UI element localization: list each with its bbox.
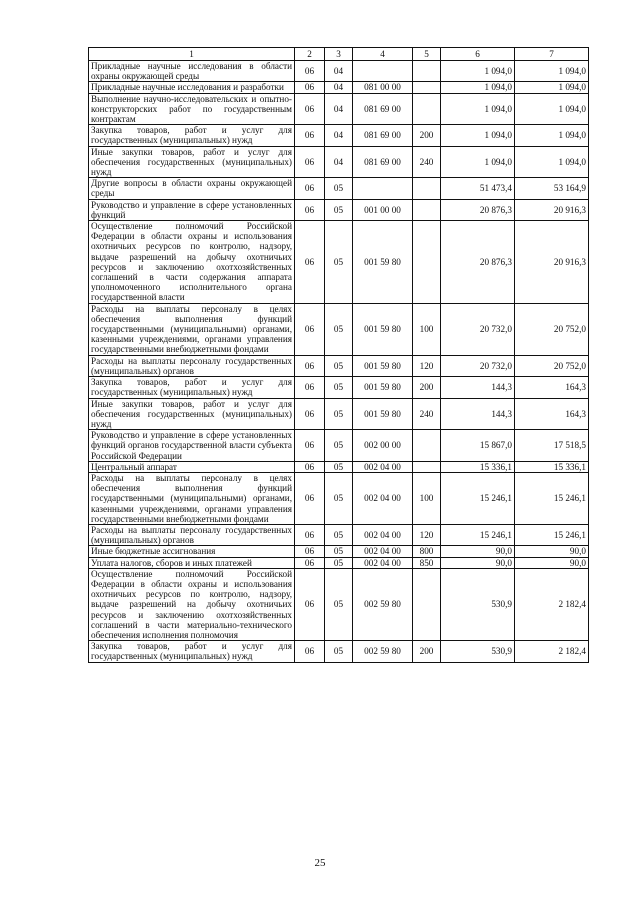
subsection-code: 05	[325, 377, 353, 398]
amount-col7: 15 246,1	[515, 524, 589, 545]
expense-type-code: 120	[413, 355, 441, 376]
table-row	[89, 398, 589, 430]
target-article-code	[353, 61, 413, 82]
row-name: Руководство и управление в сфере установленных функций органов государственной власти субъекта Российской Федерации	[89, 430, 295, 462]
expense-type-code: 240	[413, 146, 441, 178]
section-code: 06	[295, 546, 325, 557]
amount-col7: 1 094,0	[515, 125, 589, 146]
row-name: Осуществление полномочий Российской Федерации в области охраны и использования охотничьих ресурсов по контролю, надзору, выдаче разрешений на добычу охотничьих ресурсов и заключению охотхозяйственных соглашений в части содержания аппарата уполномоченного исполнительного органа государственной власти	[89, 221, 295, 304]
column-header: 7	[515, 48, 589, 61]
amount-col7: 2 182,4	[515, 568, 589, 640]
amount-col7: 1 094,0	[515, 93, 589, 125]
target-article-code: 002 00 00	[353, 430, 413, 462]
amount-col7: 17 518,5	[515, 430, 589, 462]
target-article-code: 002 04 00	[353, 524, 413, 545]
amount-col7: 90,0	[515, 546, 589, 557]
amount-col7: 20 752,0	[515, 355, 589, 376]
target-article-code: 081 69 00	[353, 93, 413, 125]
section-code: 06	[295, 641, 325, 662]
section-code: 06	[295, 221, 325, 304]
expense-type-code	[413, 568, 441, 640]
table-row	[89, 557, 589, 568]
expense-type-code	[413, 199, 441, 220]
table-row	[89, 178, 589, 199]
section-code: 06	[295, 93, 325, 125]
row-name: Расходы на выплаты персоналу в целях обеспечения выполнения функций государственными (муниципальными) органами, казенными учреждениями, органами управления государственными внебюджетными фондами	[89, 472, 295, 524]
table-row	[89, 61, 589, 82]
section-code: 06	[295, 472, 325, 524]
subsection-code: 05	[325, 568, 353, 640]
amount-col6: 51 473,4	[441, 178, 515, 199]
table-row	[89, 199, 589, 220]
amount-col7: 53 164,9	[515, 178, 589, 199]
subsection-code: 05	[325, 178, 353, 199]
row-name: Иные бюджетные ассигнования	[89, 546, 295, 557]
amount-col6: 1 094,0	[441, 125, 515, 146]
amount-col6: 90,0	[441, 546, 515, 557]
amount-col6: 144,3	[441, 377, 515, 398]
subsection-code: 05	[325, 355, 353, 376]
row-name: Закупка товаров, работ и услуг для государственных (муниципальных) нужд	[89, 641, 295, 662]
expense-type-code	[413, 178, 441, 199]
amount-col6: 1 094,0	[441, 146, 515, 178]
row-name: Другие вопросы в области охраны окружающей среды	[89, 178, 295, 199]
amount-col7: 15 246,1	[515, 472, 589, 524]
target-article-code: 002 59 80	[353, 568, 413, 640]
amount-col7: 90,0	[515, 557, 589, 568]
section-code: 06	[295, 377, 325, 398]
expense-type-code	[413, 461, 441, 472]
section-code: 06	[295, 146, 325, 178]
section-code: 06	[295, 82, 325, 93]
page-number: 25	[314, 857, 326, 869]
amount-col6: 530,9	[441, 568, 515, 640]
expense-type-code: 200	[413, 641, 441, 662]
target-article-code: 002 04 00	[353, 546, 413, 557]
amount-col6: 1 094,0	[441, 93, 515, 125]
subsection-code: 04	[325, 61, 353, 82]
row-name: Расходы на выплаты персоналу государственных (муниципальных) органов	[89, 355, 295, 376]
amount-col6: 20 732,0	[441, 355, 515, 376]
subsection-code: 04	[325, 82, 353, 93]
subsection-code: 05	[325, 472, 353, 524]
target-article-code: 081 69 00	[353, 125, 413, 146]
amount-col7: 20 752,0	[515, 303, 589, 355]
expense-type-code: 100	[413, 472, 441, 524]
subsection-code: 05	[325, 398, 353, 430]
amount-col6: 1 094,0	[441, 82, 515, 93]
expense-type-code: 200	[413, 125, 441, 146]
row-name: Расходы на выплаты персоналу в целях обеспечения выполнения функций государственными (муниципальными) органами, казенными учреждениями, органами управления государственными внебюджетными фондами	[89, 303, 295, 355]
expense-type-code: 120	[413, 524, 441, 545]
row-name: Расходы на выплаты персоналу государственных (муниципальных) органов	[89, 524, 295, 545]
table-row	[89, 568, 589, 640]
section-code: 06	[295, 398, 325, 430]
expense-type-code	[413, 61, 441, 82]
expense-type-code: 100	[413, 303, 441, 355]
subsection-code: 04	[325, 93, 353, 125]
amount-col7: 1 094,0	[515, 82, 589, 93]
amount-col6: 90,0	[441, 557, 515, 568]
expense-type-code	[413, 430, 441, 462]
target-article-code: 001 00 00	[353, 199, 413, 220]
section-code: 06	[295, 61, 325, 82]
section-code: 06	[295, 430, 325, 462]
expense-type-code: 850	[413, 557, 441, 568]
section-code: 06	[295, 303, 325, 355]
section-code: 06	[295, 125, 325, 146]
table-row	[89, 146, 589, 178]
table-row	[89, 303, 589, 355]
expense-type-code	[413, 93, 441, 125]
amount-col7: 1 094,0	[515, 146, 589, 178]
amount-col6: 20 876,3	[441, 221, 515, 304]
target-article-code: 002 59 80	[353, 641, 413, 662]
table-header-row	[89, 48, 589, 61]
amount-col6: 144,3	[441, 398, 515, 430]
column-header: 4	[353, 48, 413, 61]
subsection-code: 05	[325, 430, 353, 462]
column-header: 5	[413, 48, 441, 61]
row-name: Прикладные научные исследования в области охраны окружающей среды	[89, 61, 295, 82]
row-name: Иные закупки товаров, работ и услуг для обеспечения государственных (муниципальных) нужд	[89, 146, 295, 178]
table-row	[89, 430, 589, 462]
target-article-code: 001 59 80	[353, 303, 413, 355]
amount-col6: 20 876,3	[441, 199, 515, 220]
row-name: Руководство и управление в сфере установленных функций	[89, 199, 295, 220]
amount-col7: 20 916,3	[515, 221, 589, 304]
table-row	[89, 125, 589, 146]
section-code: 06	[295, 557, 325, 568]
column-header: 2	[295, 48, 325, 61]
table-row	[89, 355, 589, 376]
amount-col7: 1 094,0	[515, 61, 589, 82]
subsection-code: 05	[325, 461, 353, 472]
section-code: 06	[295, 568, 325, 640]
amount-col7: 164,3	[515, 377, 589, 398]
expense-type-code: 200	[413, 377, 441, 398]
column-header: 6	[441, 48, 515, 61]
section-code: 06	[295, 199, 325, 220]
table-row	[89, 93, 589, 125]
target-article-code: 001 59 80	[353, 221, 413, 304]
expense-type-code: 800	[413, 546, 441, 557]
amount-col7: 15 336,1	[515, 461, 589, 472]
target-article-code: 002 04 00	[353, 461, 413, 472]
target-article-code: 002 04 00	[353, 472, 413, 524]
subsection-code: 05	[325, 641, 353, 662]
section-code: 06	[295, 461, 325, 472]
section-code: 06	[295, 178, 325, 199]
amount-col6: 20 732,0	[441, 303, 515, 355]
target-article-code: 081 00 00	[353, 82, 413, 93]
target-article-code: 001 59 80	[353, 355, 413, 376]
amount-col6: 15 246,1	[441, 524, 515, 545]
amount-col6: 1 094,0	[441, 61, 515, 82]
target-article-code	[353, 178, 413, 199]
amount-col6: 15 246,1	[441, 472, 515, 524]
row-name: Закупка товаров, работ и услуг для государственных (муниципальных) нужд	[89, 125, 295, 146]
subsection-code: 04	[325, 146, 353, 178]
subsection-code: 05	[325, 546, 353, 557]
column-header: 3	[325, 48, 353, 61]
row-name: Осуществление полномочий Российской Федерации в области охраны и использования охотничьих ресурсов по контролю, надзору, выдаче разрешений на добычу охотничьих ресурсов и заключению охотхозяйственных соглашений в части материально-технического обеспечения исполнения полномочия	[89, 568, 295, 640]
row-name: Прикладные научные исследования и разработки	[89, 82, 295, 93]
section-code: 06	[295, 524, 325, 545]
expense-type-code	[413, 82, 441, 93]
row-name: Иные закупки товаров, работ и услуг для обеспечения государственных (муниципальных) нужд	[89, 398, 295, 430]
row-name: Центральный аппарат	[89, 461, 295, 472]
subsection-code: 05	[325, 199, 353, 220]
table-row	[89, 82, 589, 93]
amount-col7: 164,3	[515, 398, 589, 430]
amount-col7: 2 182,4	[515, 641, 589, 662]
amount-col6: 530,9	[441, 641, 515, 662]
subsection-code: 05	[325, 524, 353, 545]
subsection-code: 05	[325, 557, 353, 568]
expense-type-code	[413, 221, 441, 304]
subsection-code: 04	[325, 125, 353, 146]
table-row	[89, 546, 589, 557]
target-article-code: 001 59 80	[353, 377, 413, 398]
section-code: 06	[295, 355, 325, 376]
amount-col6: 15 336,1	[441, 461, 515, 472]
row-name: Уплата налогов, сборов и иных платежей	[89, 557, 295, 568]
table-row	[89, 472, 589, 524]
subsection-code: 05	[325, 303, 353, 355]
target-article-code: 002 04 00	[353, 557, 413, 568]
column-header: 1	[89, 48, 295, 61]
table-row	[89, 524, 589, 545]
row-name: Выполнение научно-исследовательских и опытно-конструкторских работ по государственным контрактам	[89, 93, 295, 125]
table-row	[89, 641, 589, 662]
subsection-code: 05	[325, 221, 353, 304]
row-name: Закупка товаров, работ и услуг для государственных (муниципальных) нужд	[89, 377, 295, 398]
table-row	[89, 461, 589, 472]
budget-table	[88, 47, 589, 663]
amount-col6: 15 867,0	[441, 430, 515, 462]
table-row	[89, 221, 589, 304]
amount-col7: 20 916,3	[515, 199, 589, 220]
table-row	[89, 377, 589, 398]
target-article-code: 001 59 80	[353, 398, 413, 430]
expense-type-code: 240	[413, 398, 441, 430]
target-article-code: 081 69 00	[353, 146, 413, 178]
